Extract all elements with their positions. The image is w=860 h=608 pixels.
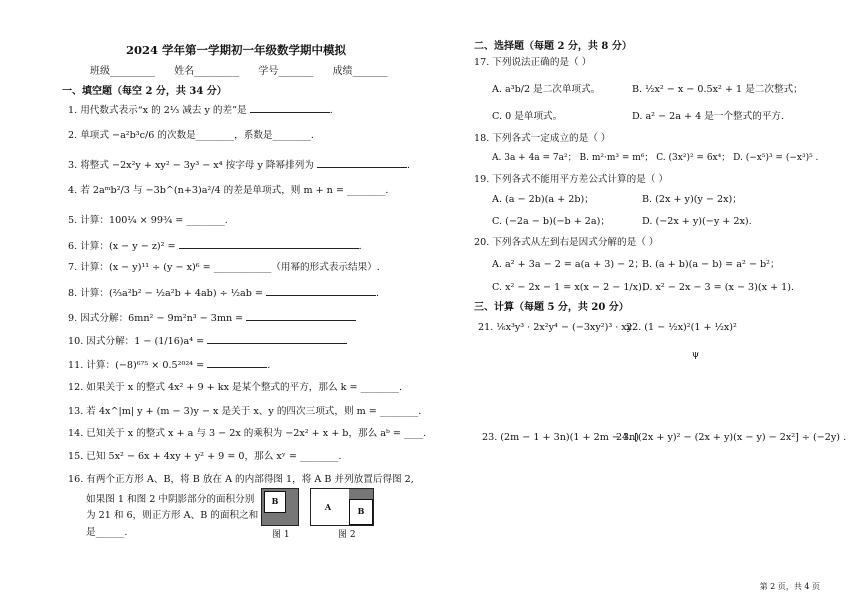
page-footer: 第 2 页，共 4 页 [759,582,820,591]
section-calc-heading: 三、计算（每题 5 分，共 20 分） [474,302,629,313]
question-16-line-2: 如果图 1 和图 2 中阴影部分的面积分别 [86,494,255,505]
question-7: 7. 计算：(x − y)¹¹ ÷ (y − x)⁶ = ____________（用幂的形式表示结果）. [68,262,380,273]
question-18: 18. 下列各式一定成立的是（ ） [474,133,611,144]
figure-1-caption: 图 1 [272,530,290,540]
question-14: 14. 已知关于 x 的整式 x + a 与 3 − 2x 的乘积为 −2x² + x + b，那么 aᵇ = ____. [68,428,427,439]
q20-option-d: D. x² − 2x − 3 = (x − 3)(x + 1). [642,282,795,293]
q17-option-d: D. a² − 2a + 4 是一个整式的平方. [632,111,785,122]
figure-1-square-b: B [264,491,286,513]
question-15: 15. 已知 5x² − 6x + 4xy + y² + 9 = 0，那么 xʸ = ________. [68,451,342,462]
question-23: 23. (2m − 1 + 3n)(1 + 2m − 3n) [482,432,640,443]
question-12: 12. 如果关于 x 的整式 4x² + 9 + kx 是某个整式的平方，那么 k = ________. [68,382,402,393]
question-9: 9. 因式分解：6mn² − 9m²n³ − 3mn = [68,311,418,324]
figure-2-square-a: A [317,497,339,519]
class-field: 班级_________ [90,66,155,77]
question-19: 19. 下列各式不能用平方差公式计算的是（ ） [474,174,669,185]
student-info [90,66,420,78]
name-field: 姓名_________ [174,66,240,77]
question-2: 2. 单项式 −a²b³c/6 的次数是________，系数是________. [68,130,314,141]
q20-option-c: C. x² − 2x − 1 = x(x − 2 − 1/x)； [492,282,652,293]
question-3: 3. 将整式 −2x²y + xy² − 3y³ − x⁴ 按字母 y 降幂排列为 . [68,160,411,171]
score-field: 成绩_______ [332,66,388,77]
question-13: 13. 若 4x^|m| y + (m − 3)y − x 是关于 x、y 的四次三项式，则 m = ________. [68,406,422,417]
question-16: 16. 有两个正方形 A、B，将 B 放在 A 的内部得图 1，将 A B 并列放置后得图 2, [68,474,414,485]
figure-2-frame [310,488,374,526]
question-20: 20. 下列各式从左到右是因式分解的是（ ） [474,237,659,248]
question-17: 17. 下列说法正确的是（ ） [474,57,592,68]
question-8: 8. 计算：(⅔a²b² − ½a²b + 4ab) ÷ ½ab = . [68,288,380,299]
figure-1-square-a [261,488,299,526]
question-10: 10. 因式分解：1 − (1/16)a⁴ = [68,334,418,347]
figure-2-square-b: B [349,499,373,525]
question-21: 21. ⅙x³y³ · 2x²y⁴ − (−3xy²)³ · xy [478,322,633,333]
q17-option-c: C. 0 是单项式。 [492,111,563,122]
figure-2-caption: 图 2 [338,530,356,540]
q18-options: A. 3a + 4a = 7a²； B. m²·m³ = m⁶； C. (3x²)² = 6x⁴； D. (−x⁵)³ = (−x³)⁵ . [492,153,819,163]
question-16-line-4: 是______. [86,527,128,538]
exam-title: 2024 学年第一学期初一年级数学期中模拟 [125,43,346,57]
q19-option-d: D. (−2x + y)(−y + 2x). [642,216,752,227]
question-24: 24. [(2x + y)² − (2x + y)(x − y) − 2x²] ÷ (−2y) . [616,432,847,443]
question-4: 4. 若 2aᵐb²/3 与 −3b^(n+3)a²/4 的差是单项式，则 m + n = ________. [68,185,389,196]
id-field: 学号_______ [258,66,314,77]
question-11: 11. 计算：(−8)⁶⁷⁵ × 0.5²⁰²⁴ = . [68,360,271,371]
section-choice-heading: 二、选择题（每题 2 分，共 8 分） [474,41,632,52]
q19-option-a: A. (a − 2b)(a + 2b)； [492,194,594,205]
question-5: 5. 计算：100¼ × 99¾ = ________. [68,215,228,226]
figure-2-shade [349,489,373,499]
q19-option-c: C. (−2a − b)(−b + 2a)； [492,216,610,227]
section-fill-blank-heading: 一、填空题（每空 2 分，共 34 分） [62,86,227,97]
q19-option-b: B. (2x + y)(y − 2x)； [642,194,742,205]
handwritten-mark: ψ [692,350,700,360]
q17-option-a: A. a³b/2 是二次单项式。 [492,84,601,95]
question-1: 1. 用代数式表示“x 的 2⅓ 减去 y 的差”是 . [68,105,333,116]
question-16-line-3: 为 21 和 6，则正方形 A、B 的面积之和 [86,510,259,521]
q17-option-b: B. ½x² − x − 0.5x² + 1 是二次整式； [632,84,803,95]
q20-option-a: A. a² + 3a − 2 = a(a + 3) − 2； [492,259,644,270]
question-22: 22. (1 − ½x)²(1 + ½x)² [626,322,737,333]
question-6: 6. 计算：(x − y − z)² = . [68,241,362,252]
q20-option-b: B. (a + b)(a − b) = a² − b²； [642,259,780,270]
